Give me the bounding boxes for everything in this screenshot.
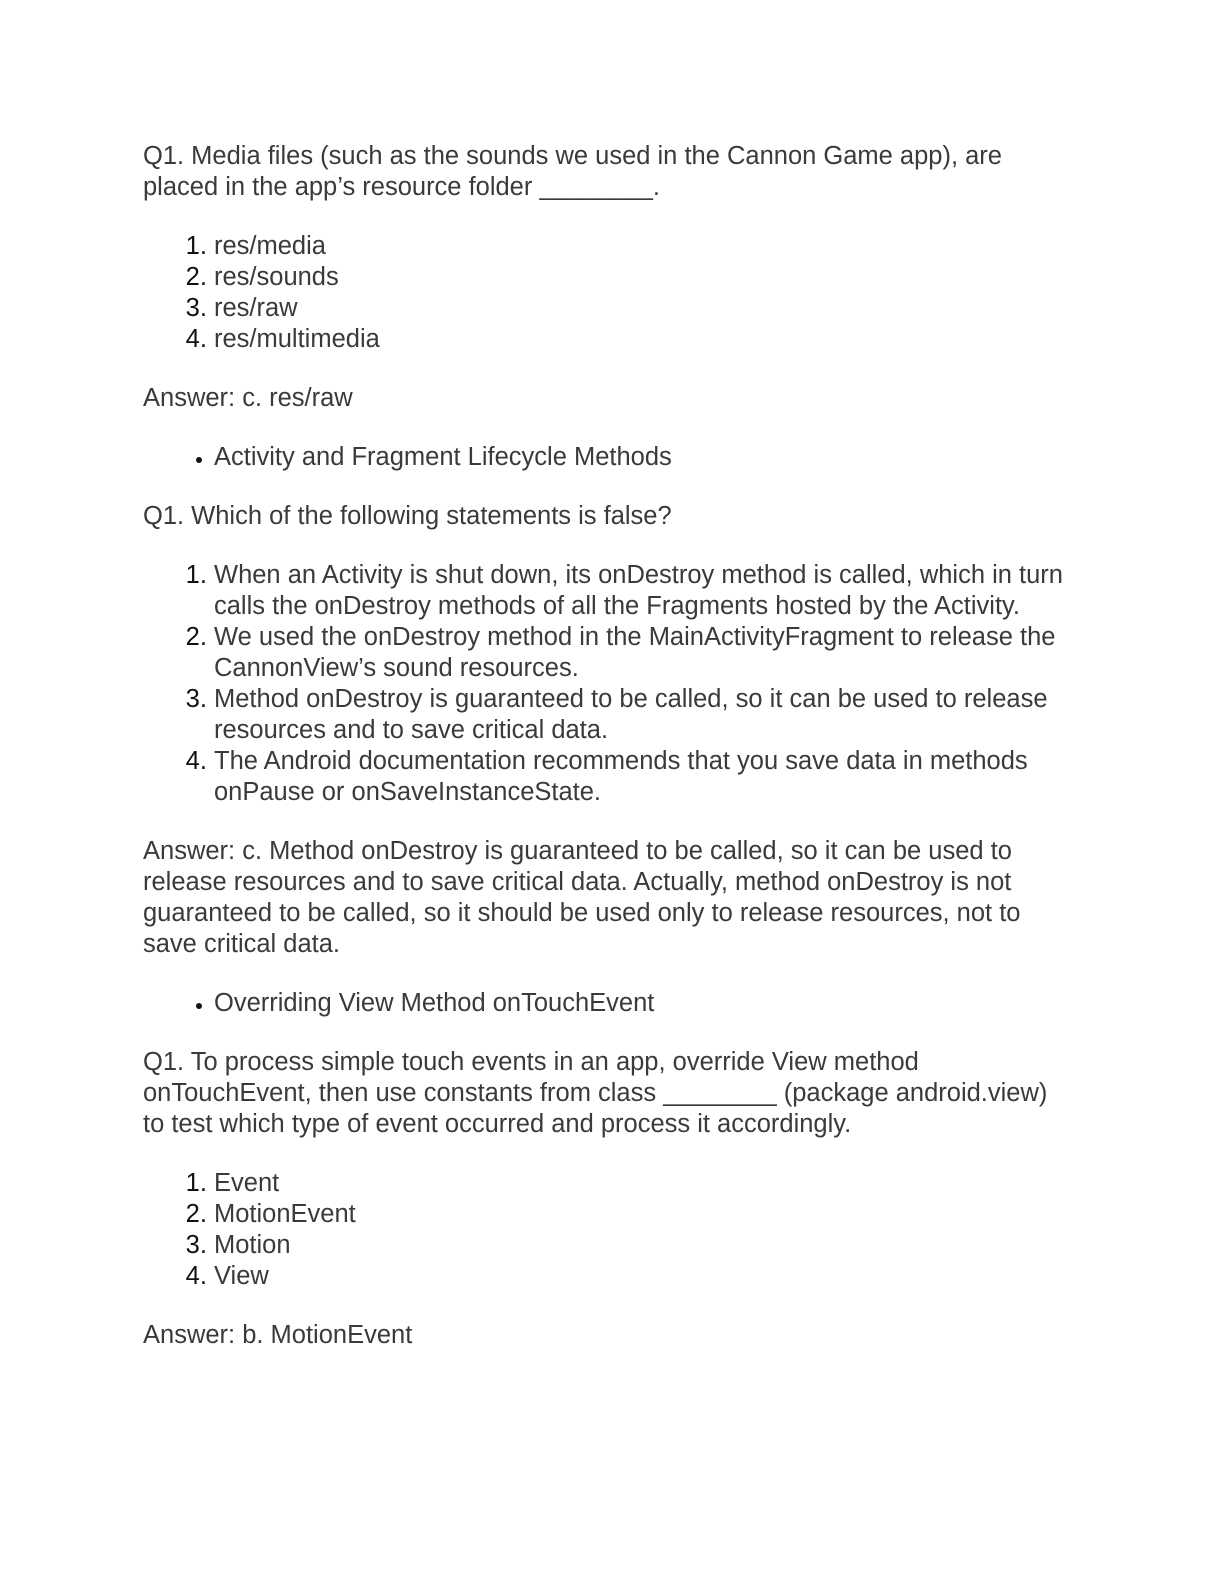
- options-list-2: [143, 560, 1073, 808]
- option-item: 1. When an Activity is shut down, its onDestroy method is called, which in turn calls the onDestroy methods of all the Fragments hosted by the Activity.: [214, 560, 1073, 622]
- answer-2: Answer: c. Method onDestroy is guaranteed to be called, so it can be used to release resources and to save critical data. Actually, method onDestroy is not guaranteed to be called, so it should be used only to release resources, not to save critical data.: [143, 837, 1021, 958]
- section-heading: • Overriding View Method onTouchEvent: [214, 988, 1073, 1019]
- option-item: 2. MotionEvent: [214, 1199, 1073, 1230]
- answer-1: Answer: c. res/raw: [143, 384, 353, 412]
- document-page: [143, 141, 1073, 1379]
- section-heading-list-2: [143, 442, 1073, 473]
- option-item: 4. res/multimedia: [214, 324, 1073, 355]
- option-item: 4. View: [214, 1261, 1073, 1292]
- question-3: Q1. To process simple touch events in an app, override View method onTouchEvent, then use constants from class ________ (package android.view) to test which type of event occurred and process it accordingly.: [143, 1048, 1048, 1138]
- option-item: 1. res/media: [214, 231, 1073, 262]
- answer-3: Answer: b. MotionEvent: [143, 1321, 413, 1349]
- option-item: 3. Motion: [214, 1230, 1073, 1261]
- question-2: Q1. Which of the following statements is false?: [143, 502, 672, 530]
- options-list-1: [143, 231, 1073, 355]
- option-item: 1. Event: [214, 1168, 1073, 1199]
- option-item: 3. res/raw: [214, 293, 1073, 324]
- option-item: 3. Method onDestroy is guaranteed to be called, so it can be used to release resources and to save critical data.: [214, 684, 1073, 746]
- section-heading-list-3: [143, 988, 1073, 1019]
- question-1: Q1. Media files (such as the sounds we used in the Cannon Game app), are placed in the app’s resource folder ________.: [143, 142, 1002, 201]
- option-item: 4. The Android documentation recommends that you save data in methods onPause or onSaveInstanceState.: [214, 746, 1073, 808]
- options-list-3: [143, 1168, 1073, 1292]
- option-item: 2. res/sounds: [214, 262, 1073, 293]
- section-heading: • Activity and Fragment Lifecycle Methods: [214, 442, 1073, 473]
- option-item: 2. We used the onDestroy method in the MainActivityFragment to release the CannonView’s sound resources.: [214, 622, 1073, 684]
